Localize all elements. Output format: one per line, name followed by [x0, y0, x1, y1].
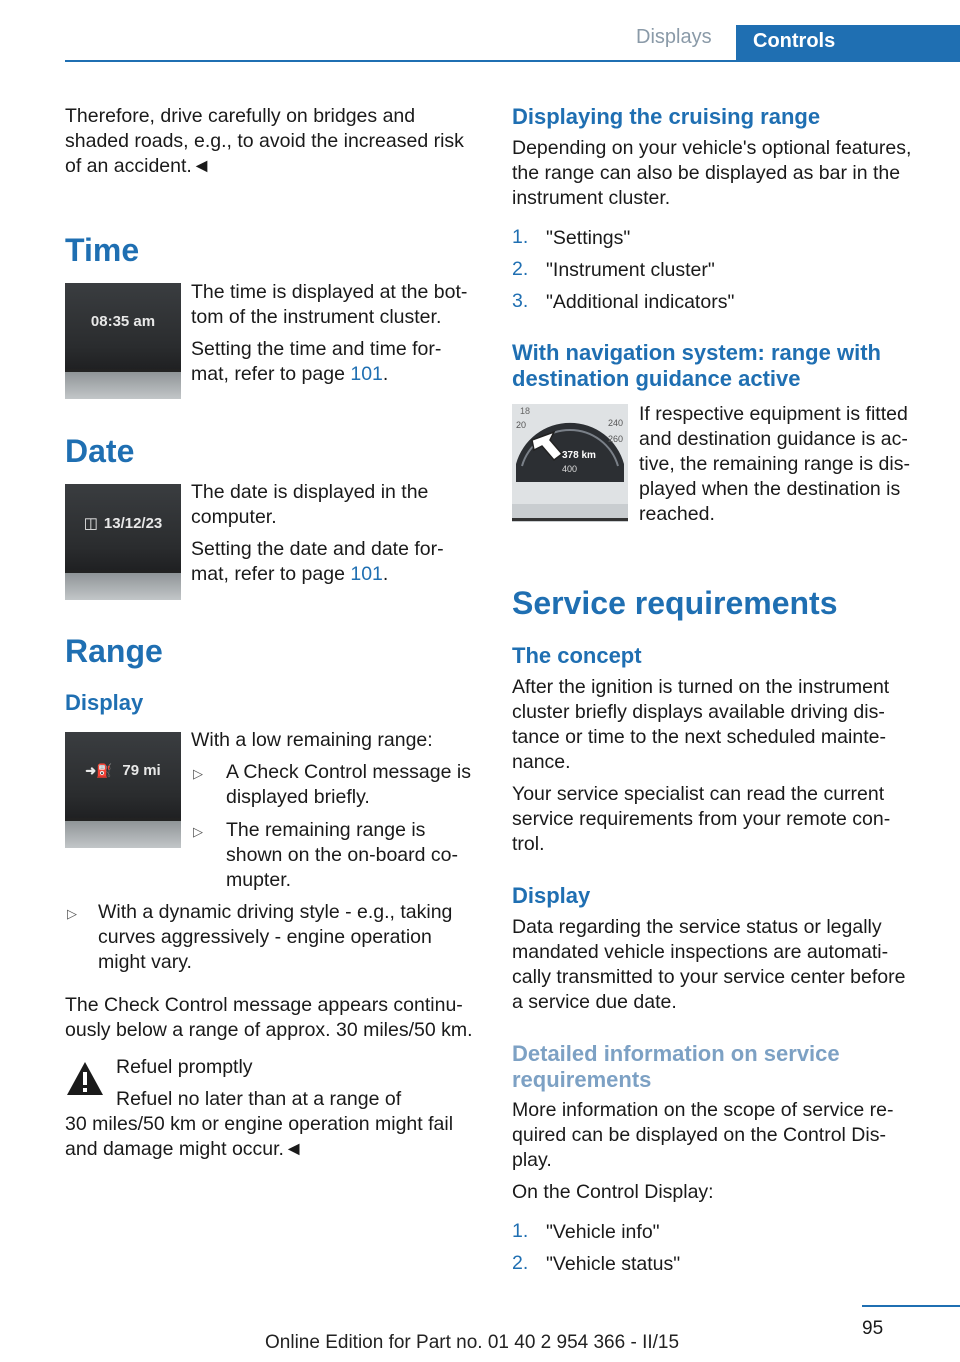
service-display-text: mandated vehicle inspections are automati‐	[512, 941, 889, 963]
svg-text:400: 400	[562, 464, 578, 474]
heading-service-requirements: Service requirements	[512, 585, 838, 621]
list-item: curves aggressively - engine operation	[98, 926, 432, 948]
list-item: A Check Control message is	[226, 761, 471, 783]
bullet-triangle-icon: ▷	[193, 766, 203, 781]
time-text: The time is displayed at the bot‐	[191, 281, 468, 303]
date-text: computer.	[191, 506, 277, 528]
page-link-101[interactable]: 101	[350, 363, 383, 385]
step-vehicle-status: "Vehicle status"	[546, 1253, 681, 1275]
concept-text: nance.	[512, 751, 571, 773]
step-vehicle-info: "Vehicle info"	[546, 1221, 660, 1243]
warning-text: 30 miles/50 km or engine operation might fail	[65, 1113, 454, 1135]
svg-text:240: 240	[608, 418, 624, 428]
warning-title: Refuel promptly	[116, 1056, 253, 1078]
tab-controls[interactable]: Controls	[736, 25, 960, 62]
heading-navigation-range: With navigation system: range with	[512, 340, 881, 365]
list-item: With a dynamic driving style - e.g., taking	[98, 901, 453, 923]
heading-service-display: Display	[512, 883, 591, 908]
heading-range: Range	[65, 633, 163, 669]
nav-text: If respective equipment is fitted	[639, 403, 908, 425]
step-number: 1.	[512, 226, 529, 248]
footer-edition-text: Online Edition for Part no. 01 40 2 954 366 - II/15	[265, 1332, 680, 1353]
footer-rule	[862, 1305, 960, 1307]
time-display-image	[65, 283, 181, 399]
page-link-101[interactable]: 101	[350, 563, 383, 585]
time-text: Setting the time and time for‐	[191, 338, 442, 360]
date-display-text: ◫ 13/12/23	[83, 515, 163, 532]
tab-displays[interactable]: Displays	[636, 26, 712, 48]
date-text: Setting the date and date for‐	[191, 538, 444, 560]
range-paragraph: The Check Control message appears continu‐	[65, 994, 463, 1016]
heading-concept: The concept	[512, 643, 642, 668]
time-display-text: 08:35 am	[90, 313, 156, 330]
list-item: shown on the on-board co‐	[226, 844, 458, 866]
warning-text: and damage might occur.◄	[65, 1138, 304, 1160]
range-display-text: ➜⛽ 79 mi	[85, 762, 161, 779]
page-number: 95	[862, 1318, 884, 1339]
warning-text: Refuel no later than at a range of	[116, 1088, 402, 1110]
step-number: 2.	[512, 258, 529, 280]
range-display-image	[65, 732, 181, 848]
concept-text: After the ignition is turned on the instrument	[512, 676, 890, 698]
list-item: mupter.	[226, 869, 292, 891]
step-instrument-cluster: "Instrument cluster"	[546, 259, 715, 281]
detail-text: play.	[512, 1149, 552, 1171]
date-text: mat, refer to page 101.	[191, 563, 389, 585]
step-number: 1.	[512, 1220, 529, 1242]
fuel-pump-icon: ➜⛽	[85, 763, 113, 778]
svg-text:260: 260	[608, 434, 624, 444]
heading-detailed-info: Detailed information on service	[512, 1041, 840, 1066]
cruising-text: Depending on your vehicle's optional features,	[512, 137, 912, 159]
step-additional-indicators: "Additional indicators"	[546, 291, 735, 313]
nav-text: played when the destination is	[639, 478, 901, 500]
calendar-icon: ◫	[83, 515, 98, 532]
detail-lead: On the Control Display:	[512, 1181, 714, 1203]
range-lead: With a low remaining range:	[191, 729, 433, 751]
time-text: mat, refer to page 101.	[191, 363, 389, 385]
cruising-text: the range can also be displayed as bar in the	[512, 162, 901, 184]
nav-text: reached.	[639, 503, 715, 525]
bullet-triangle-icon: ▷	[193, 824, 203, 839]
date-display-image	[65, 484, 181, 600]
concept-text: cluster briefly displays available driving dis‐	[512, 701, 885, 723]
step-settings: "Settings"	[546, 227, 631, 249]
heading-time: Time	[65, 232, 140, 268]
page-header	[0, 0, 960, 62]
heading-cruising-range: Displaying the cruising range	[512, 104, 821, 129]
header-rule	[65, 60, 736, 62]
warning-icon	[65, 1060, 105, 1098]
heading-navigation-range: destination guidance active	[512, 366, 801, 391]
list-item: might vary.	[98, 951, 192, 973]
date-text: The date is displayed in the	[191, 481, 429, 503]
service-display-text: a service due date.	[512, 991, 677, 1013]
intro-line: shaded roads, e.g., to avoid the increased risk	[65, 130, 464, 152]
heading-date: Date	[65, 433, 135, 469]
service-display-text: Data regarding the service status or legally	[512, 916, 882, 938]
concept-text: Your service specialist can read the current	[512, 783, 885, 805]
svg-text:20: 20	[516, 420, 527, 430]
intro-line: Therefore, drive carefully on bridges and	[65, 105, 416, 127]
step-number: 2.	[512, 1252, 529, 1274]
detail-text: More information on the scope of service re‐	[512, 1099, 894, 1121]
heading-detailed-info: requirements	[512, 1067, 652, 1092]
svg-text:378 km: 378 km	[562, 450, 596, 461]
subheading-display: Display	[65, 690, 144, 715]
time-text: tom of the instrument cluster.	[191, 306, 442, 328]
bullet-triangle-icon: ▷	[67, 906, 77, 921]
list-item: displayed briefly.	[226, 786, 370, 808]
concept-text: tance or time to the next scheduled mainte‐	[512, 726, 886, 748]
svg-text:18: 18	[520, 406, 531, 416]
nav-text: and destination guidance is ac‐	[639, 428, 908, 450]
intro-line: of an accident.◄	[65, 155, 212, 177]
concept-text: service requirements from your remote con‐	[512, 808, 891, 830]
step-number: 3.	[512, 290, 529, 312]
detail-text: quired can be displayed on the Control Dis‐	[512, 1124, 886, 1146]
range-gauge-image	[512, 404, 628, 522]
nav-text: tive, the remaining range is dis‐	[639, 453, 910, 475]
list-item: The remaining range is	[226, 819, 426, 841]
service-display-text: cally transmitted to your service center before	[512, 966, 906, 988]
cruising-text: instrument cluster.	[512, 187, 671, 209]
concept-text: trol.	[512, 833, 545, 855]
range-paragraph: ously below a range of approx. 30 miles/50 km.	[65, 1019, 473, 1041]
